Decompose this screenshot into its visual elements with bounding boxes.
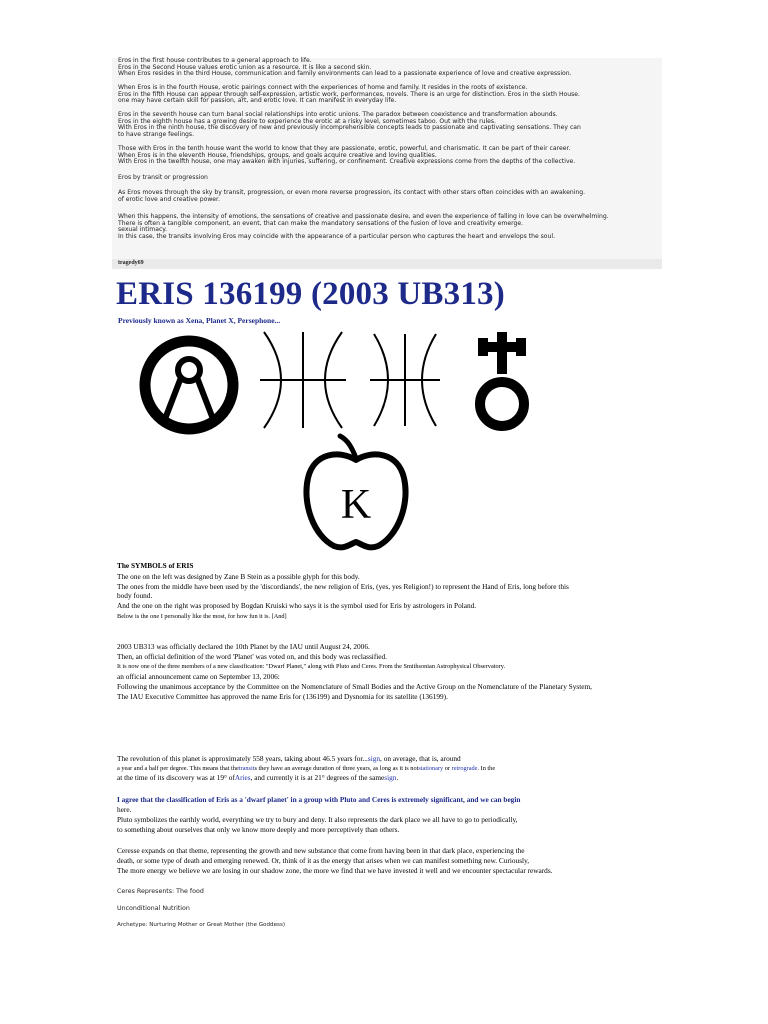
symbols-note: Below is the one I personally like the most, for how fun it is. [And] [117,613,287,620]
unconditional-nutrition: Unconditional Nutrition [117,905,190,912]
agree-here: here. [117,805,132,814]
archetype: Archetype: Nurturing Mother or Great Mother (the Goddess) [117,922,286,928]
symbols-line-3: body found. [117,591,153,600]
ceres-line-1: Ceresse expands on that theme, representing the growth and new substance that come from having been in that dark place, experiencing the [117,846,525,855]
history-line-1: 2003 UB313 was officially declared the 10th Planet by the IAU until August 24, 2006. [117,642,370,651]
symbols-line-4: And the one on the right was proposed by Bogdan Kruiski who says it is the symbol used for Eris by astrologers in Poland. [117,601,477,610]
agree-heading: I agree that the classification of Eris as a 'dwarf planet' in a group with Pluto and Ceres is extremely significant, and we can begin [117,795,521,804]
aries-link[interactable]: Aries [234,773,251,782]
history-line-5: The IAU Executive Committee has approved the name Eris for (136199) and Dysnomia for its satellite (136199). [117,692,448,701]
transit-link[interactable]: transit [238,765,255,772]
eros-transit-heading: Eros by transit or progression [118,174,208,181]
eros-paragraph-3: Eros in the seventh house can turn banal social relationships into erotic unions. The paradox between coexistence and transformation abounds. Eros in the eighth house has a growing desire to experience the erotic at a risky level, sometimes taboo. Out with the rules. With Eros in the ninth house, the discovery of new and previously incomprehensible concepts leads to passionate and captivating sensations. They can to have strange feelings. [118,111,581,139]
eros-paragraph-5: As Eros moves through the sky by transit, progression, or even more reverse progression, its contact with other stars often coincides with an awakening. of erotic love and creative power. [118,189,586,203]
page-title: ERIS 136199 (2003 UB313) [116,276,505,312]
eros-paragraph-6: When this happens, the intensity of emotions, the sensations of creative and passionate desire, and even the experience of falling in love can be overwhelming. There is often a tangible component, an event, that can make the mandatory sensations of the fusion of love and creativity emerge. sexual intimacy. In this case, the transits involving Eros may coincide with the appearance of a particular person who captures the heart and envelops the soul. [118,213,609,241]
discordian-hand-glyph-small-icon [368,332,442,428]
eros-paragraph-1: Eros in the first house contributes to a general approach to life. Eros in the Second House values erotic union as a resource. It is like a second skin. When Eros resides in the third House, communication and family environments can lead to a passionate experience of love and creative expression. [118,57,572,78]
polish-eris-glyph-icon [474,330,530,436]
sign-link-2[interactable]: sign [384,773,397,782]
ceres-line-3: The more energy we believe we are losing in our shadow zone, the more we find that we have invested it well and we encounter spectacular rewards. [117,866,553,875]
symbols-line-1: The one on the left was designed by Zane B Stein as a possible glyph for this body. [117,572,360,581]
apple-letter: K [340,482,372,528]
history-line-2: Then, an official definition of the word 'Planet' was voted on, and this body was reclassified. [117,652,387,661]
history-line-4: Following the unanimous acceptance by the Committee on the Nomenclature of Small Bodies and the Active Group on the Nomenclature of the Planetary System, [117,682,592,691]
page-subtitle: Previously known as Xena, Planet X, Persephone... [118,316,281,325]
retrograde-link[interactable]: retrograde [451,765,478,772]
revolution-line-3: at the time of its discovery was at 19° ofAries, and currently it is at 21° degrees of the samesign. [117,773,399,782]
author-bar [112,259,662,269]
ceres-represents: Ceres Represents: The food [117,888,204,895]
revolution-line-2: a year and a half per degree. This means that thetransits they have an average duration of three years, as long as it is notstationary or retrograde. In the [117,765,496,772]
discordian-hand-glyph-icon [258,328,348,432]
pluto-line-2: to something about ourselves that only we know more deeply and more perceptively than others. [117,825,400,834]
history-small: It is now one of the three members of a new classification: "Dwarf Planet," along with Pluto and Ceres. From the Smithsonian Astrophysical Observatory. [117,663,506,670]
eris-circle-glyph-icon [137,333,241,437]
symbols-heading: The SYMBOLS of ERIS [117,561,194,570]
eros-paragraph-4: Those with Eros in the tenth house want the world to know that they are passionate, erotic, powerful, and charismatic. It can be part of their career. When Eros is in the eleventh House, friendships, groups, and goals acquire creative and loving qualities. With Eros in the twelfth house, one may awaken with injuries, suffering, or confinement. Creative expressions come from the depths of the collective. [118,145,576,166]
eros-paragraph-2: When Eros is in the fourth House, erotic pairings connect with the experiences of home and family. It resides in the roots of existence. Eros in the fifth House can appear through self-expression, artistic work, performances, novels. There is an urge for distinction. Eros in the sixth House. one may have certain skill for passion, art, and erotic love. It can manifest in everyday life. [118,84,580,105]
pluto-line-1: Pluto symbolizes the earthly world, everything we try to bury and deny. It also represents the dark place we all have to go to periodically, [117,815,518,824]
sign-link[interactable]: sign [367,754,381,763]
symbols-line-2: The ones from the middle have been used by the 'discordiands', the new religion of Eris, (yes, yes Religion!) to represent the Hand of Eris, long before this [117,582,569,591]
eros-houses-section [112,58,662,269]
ceres-line-2: death, or some type of death and emerging renewed. Or, think of it as the energy that arises when we can manifest something new. Curiously, [117,856,530,865]
author-link[interactable]: tragedy69 [118,260,144,266]
kallisti-apple-icon [300,432,412,552]
stationary-link[interactable]: stationary [418,765,444,772]
history-line-3: an official announcement came on September 13, 2006: [117,672,280,681]
revolution-line-1: The revolution of this planet is approximately 558 years, taking about 46.5 years for...sign, on average, that is, around [117,754,461,763]
